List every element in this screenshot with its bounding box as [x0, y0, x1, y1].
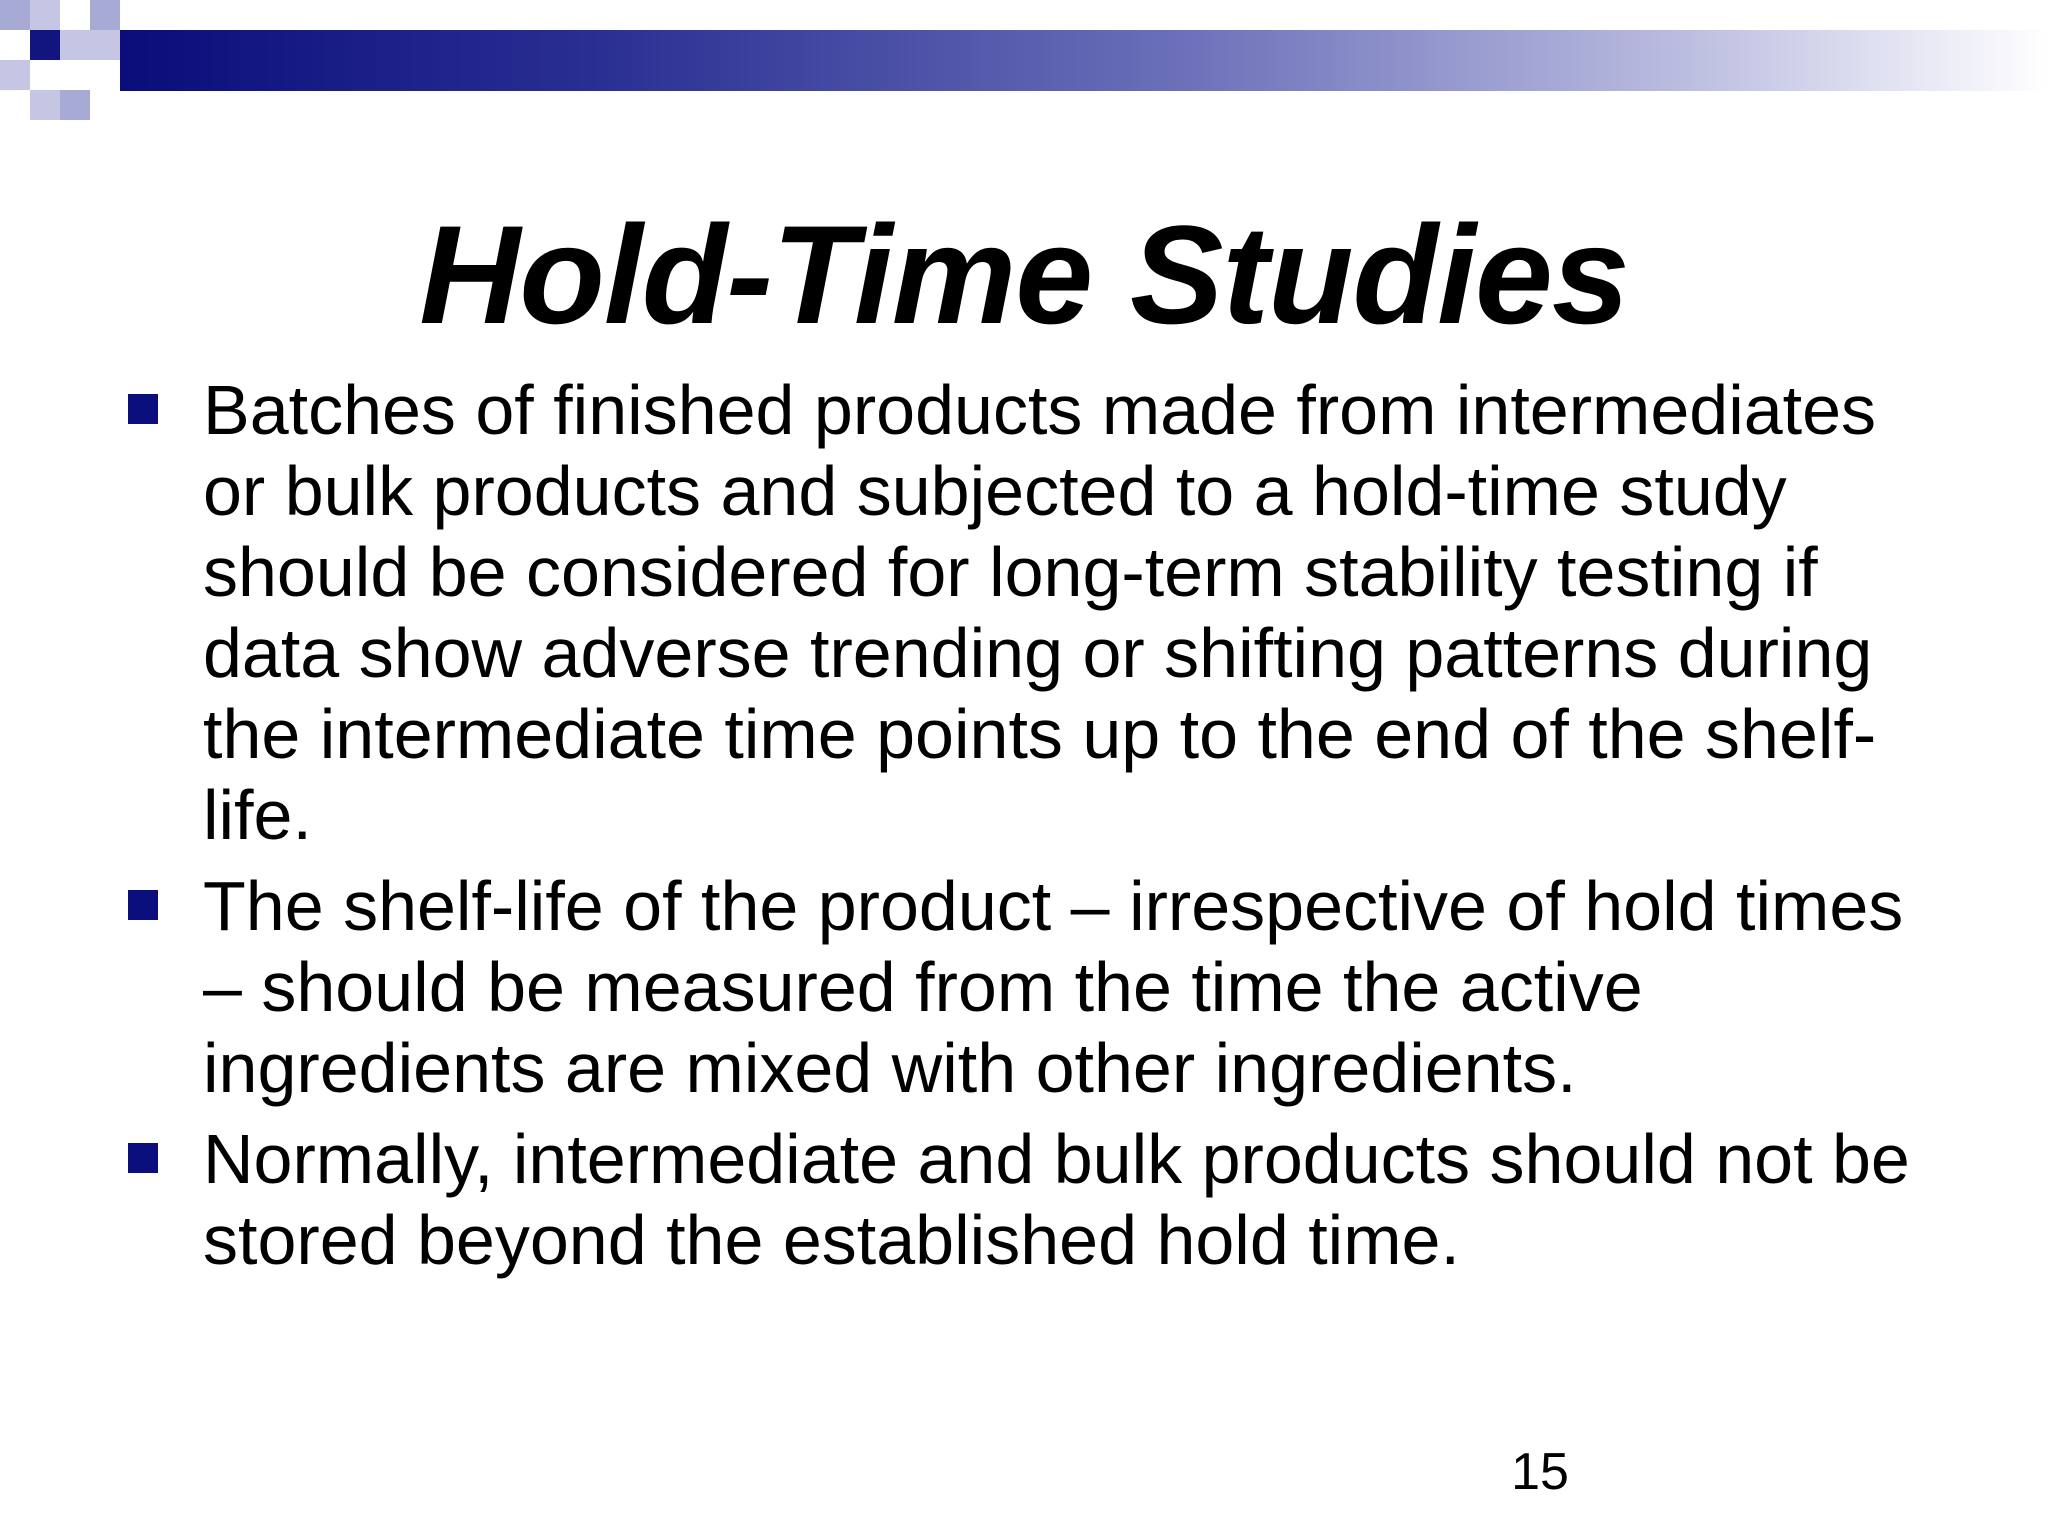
bullet-item [128, 1119, 1948, 1281]
slide-title: Hold-Time Studies [419, 196, 1629, 353]
corner-square [60, 30, 90, 60]
corner-square [30, 0, 60, 30]
corner-square [90, 0, 120, 30]
bullet-text: Normally, intermediate and bulk products should not be stored beyond the established hold time. [203, 1120, 1910, 1279]
page-number: 15 [1511, 1443, 1569, 1501]
bullet-list [128, 370, 1948, 1291]
square-bullet-icon [128, 1143, 158, 1173]
square-bullet-icon [128, 394, 158, 424]
bullet-item [128, 866, 1948, 1109]
square-bullet-icon [128, 890, 158, 920]
header-gradient-bar [120, 30, 2048, 91]
bullet-item [128, 370, 1948, 856]
corner-square [0, 0, 30, 30]
corner-square [30, 30, 60, 60]
corner-square [0, 60, 30, 90]
corner-square [30, 90, 60, 120]
bullet-text: The shelf-life of the product – irrespective of hold times – should be measured from the time the active ingredients are mixed with other ingredients. [203, 867, 1904, 1107]
bullet-text: Batches of finished products made from intermediates or bulk products and subjected to a hold-time study should be considered for long-term stability testing if data show adverse trending or shifting patterns during the intermediate time points up to the end of the shelf-life. [203, 371, 1877, 854]
corner-square [60, 90, 90, 120]
corner-square [90, 30, 120, 60]
